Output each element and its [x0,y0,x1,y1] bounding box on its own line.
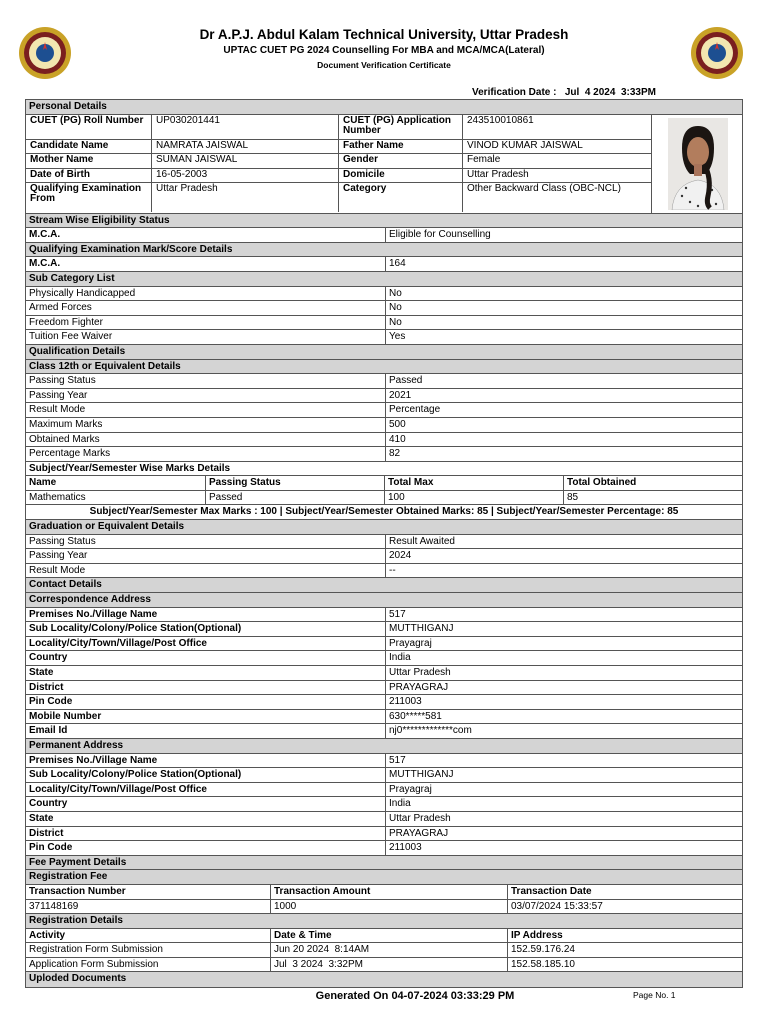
table-row: Result Mode Percentage [26,403,742,418]
section-heading: Personal Details [26,100,742,115]
table-row: Passing Status Result Awaited [26,535,742,550]
table-row: State Uttar Pradesh [26,666,742,681]
table-row: Locality/City/Town/Village/Post Office Prayagraj [26,637,742,652]
table-row: M.C.A. 164 [26,257,742,272]
section-heading: Sub Category List [26,272,742,287]
personal-row: Qualifying Examination From Uttar Pradesh Category Other Backward Class (OBC-NCL) [26,183,651,212]
table-row: Armed Forces No [26,301,742,316]
table-row: Registration Form Submission Jun 20 2024 8:14AM 152.59.176.24 [26,943,742,958]
table-row: Country India [26,797,742,812]
table-row: Country India [26,651,742,666]
table-row: Locality/City/Town/Village/Post Office Prayagraj [26,783,742,798]
table-row: Pin Code 211003 [26,695,742,710]
candidate-photo [651,115,744,214]
section-heading: Class 12th or Equivalent Details [26,360,742,375]
subsection-heading: Subject/Year/Semester Wise Marks Details [26,462,742,477]
personal-row: CUET (PG) Roll Number UP030201441 CUET (PG) Application Number 243510010861 [26,115,651,140]
personal-details [26,115,742,214]
table-row: Percentage Marks 82 [26,447,742,462]
table-row: Physically Handicapped No [26,287,742,302]
table-row: Passing Year 2024 [26,549,742,564]
table-header-row: Activity Date & Time IP Address [26,929,742,944]
personal-row: Candidate Name NAMRATA JAISWAL Father Name VINOD KUMAR JAISWAL [26,140,651,155]
table-row: Premises No./Village Name 517 [26,608,742,623]
candidate-photo-icon [668,118,728,210]
table-row: Obtained Marks 410 [26,433,742,448]
section-heading: Correspondence Address [26,593,742,608]
table-row: Passing Year 2021 [26,389,742,404]
section-heading: Qualification Details [26,345,742,360]
table-row: Mobile Number 630*****581 [26,710,742,725]
section-heading: Registration Details [26,914,742,929]
section-heading: Contact Details [26,578,742,593]
table-row: Freedom Fighter No [26,316,742,331]
table-row: Tuition Fee Waiver Yes [26,330,742,345]
table-row: Application Form Submission Jul 3 2024 3:32PM 152.58.185.10 [26,958,742,973]
section-heading: Fee Payment Details [26,856,742,871]
table-row: District PRAYAGRAJ [26,681,742,696]
table-row: Passing Status Passed [26,374,742,389]
table-row: State Uttar Pradesh [26,812,742,827]
section-heading: Permanent Address [26,739,742,754]
section-heading: Graduation or Equivalent Details [26,520,742,535]
verification-date: Verification Date : Jul 4 2024 3:33PM [472,87,656,98]
table-row: Maximum Marks 500 [26,418,742,433]
table-row: District PRAYAGRAJ [26,827,742,842]
section-heading: Stream Wise Eligibility Status [26,214,742,229]
page-number: Page No. 1 [633,990,676,1000]
counselling-subtitle: UPTAC CUET PG 2024 Counselling For MBA and MCA/MCA(Lateral) [223,45,545,56]
personal-row: Mother Name SUMAN JAISWAL Gender Female [26,154,651,169]
table-row: Result Mode -- [26,564,742,579]
table-row: 371148169 1000 03/07/2024 15:33:57 [26,900,742,915]
section-heading: Qualifying Examination Mark/Score Details [26,243,742,258]
document-title: Document Verification Certificate [317,60,451,70]
marks-summary: Subject/Year/Semester Max Marks : 100 | Subject/Year/Semester Obtained Marks: 85 | Subject/Year/Semester Percentage: 85 [26,505,742,520]
table-row: Premises No./Village Name 517 [26,754,742,769]
generated-timestamp: Generated On 04-07-2024 03:33:29 PM [315,990,515,1002]
page-header [0,0,768,100]
personal-row: Date of Birth 16-05-2003 Domicile Uttar Pradesh [26,169,651,184]
table-row: Sub Locality/Colony/Police Station(Optional) MUTTHIGANJ [26,622,742,637]
section-heading: Registration Fee [26,870,742,885]
table-row: Pin Code 211003 [26,841,742,856]
certificate-table [25,99,743,988]
table-row: Email Id nj0*************com [26,724,742,739]
table-header-row: Transaction Number Transaction Amount Transaction Date [26,885,742,900]
section-heading: Uploded Documents [26,972,742,987]
table-row: Sub Locality/Colony/Police Station(Optional) MUTTHIGANJ [26,768,742,783]
university-title: Dr A.P.J. Abdul Kalam Technical University, Uttar Pradesh [199,27,569,42]
table-row: M.C.A. Eligible for Counselling [26,228,742,243]
table-row: Mathematics Passed 100 85 [26,491,742,506]
table-header-row: Name Passing Status Total Max Total Obtained [26,476,742,491]
